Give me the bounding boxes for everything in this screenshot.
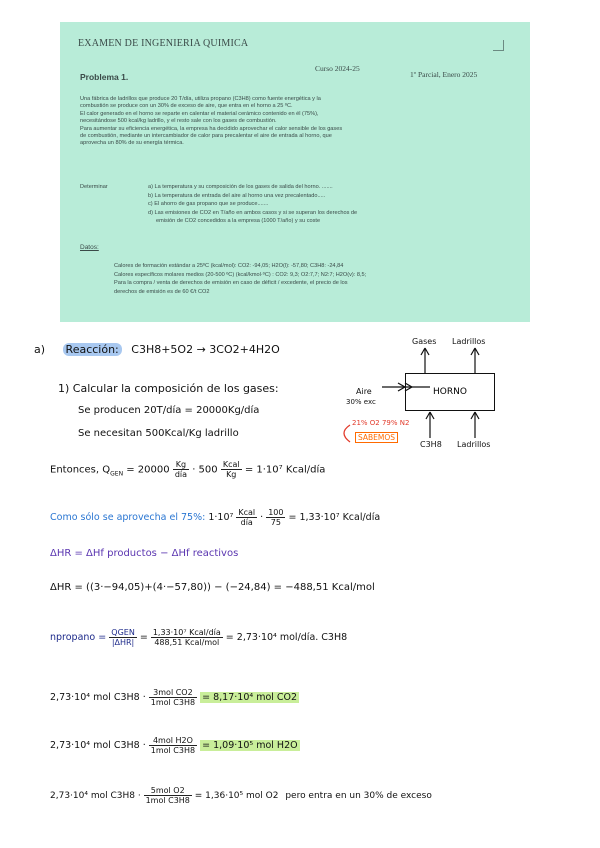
fraction-num: Kg bbox=[173, 460, 189, 470]
como-result: = 1,33·10⁷ Kcal/día bbox=[288, 512, 381, 523]
ladrillos-in-label: Ladrillos bbox=[457, 440, 491, 449]
fraction bbox=[151, 628, 223, 647]
fraction-num: QGEN bbox=[111, 628, 135, 637]
fraction bbox=[144, 786, 192, 805]
reaction-equation: C3H8+5O2 → 3CO2+4H2O bbox=[131, 343, 280, 356]
datos-line: derechos de emisión es de 60 €/t CO2 bbox=[114, 288, 210, 295]
fraction bbox=[173, 460, 189, 479]
question-item: emisión de CO2 concedidos a la empresa (1000 T/año) y su coste bbox=[156, 218, 321, 225]
question-list bbox=[148, 184, 508, 227]
datos-label: Datos: bbox=[80, 244, 99, 251]
enthalpy-definition: ΔHR = ΔHf productos − ΔHf reactivos bbox=[50, 548, 239, 559]
statement-line: El calor generado en el horno se reparte en calentar el material cerámico contenido en él (75%), bbox=[80, 110, 319, 117]
produce-line: Se producen 20T/día = 20000Kg/día bbox=[78, 405, 260, 416]
h2o-prefix: 2,73·10⁴ mol C3H8 · bbox=[50, 740, 146, 751]
npropano-label: npropano = bbox=[50, 632, 107, 643]
datos-line: Calores específicos molares medios (20-500 ºC) (kcal/kmol·ºC) : CO2: 9,3; O2:7,7; N2:7; H2O(v): 8,5; bbox=[114, 271, 367, 278]
gases-label: Gases bbox=[412, 337, 437, 346]
fraction-num: 100 bbox=[268, 508, 284, 517]
step1-heading: 1) Calcular la composición de los gases: bbox=[58, 382, 279, 395]
fraction-den: 1mol C3H8 bbox=[150, 746, 196, 755]
fraction-num: Kcal bbox=[238, 508, 256, 517]
fraction-num: 4mol H2O bbox=[149, 736, 197, 746]
reaction-label: Reacción: bbox=[63, 343, 122, 356]
h2o-line bbox=[50, 736, 300, 755]
aire-label: Aire bbox=[356, 387, 372, 396]
fraction-den: Kg bbox=[226, 470, 237, 479]
fraction-num: Kcal bbox=[222, 460, 240, 469]
determine-label: Determinar bbox=[80, 184, 108, 190]
problem-title: Problema 1. bbox=[80, 72, 129, 82]
question-item: a) La temperatura y su composición de los gases de salida del horno. ....... bbox=[148, 184, 333, 190]
fraction-den: 1mol C3H8 bbox=[145, 796, 190, 805]
fraction-den: 1mol C3H8 bbox=[150, 698, 196, 707]
fraction-den: día bbox=[174, 470, 188, 479]
horno-box: HORNO bbox=[405, 373, 495, 411]
fraction-num: 5mol O2 bbox=[144, 786, 192, 796]
o2-suffix: pero entra en un 30% de exceso bbox=[285, 791, 432, 801]
exam-title: EXAMEN DE INGENIERIA QUIMICA bbox=[78, 38, 249, 49]
exam-sheet bbox=[60, 22, 530, 322]
parcial-label: 1º Parcial, Enero 2025 bbox=[410, 70, 478, 79]
statement-line: Para aumentar su eficiencia energética, la empresa ha decidido aprovechar el calor sensible de los gases bbox=[80, 125, 343, 132]
npropano-result: = 2,73·10⁴ mol/día. C3H8 bbox=[225, 632, 348, 643]
fraction bbox=[149, 688, 197, 707]
fraction-den: |ΔHR| bbox=[111, 638, 135, 647]
h2o-result: = 1,09·10⁵ mol H2O bbox=[202, 740, 298, 751]
entonces-mid2: · 500 bbox=[192, 464, 218, 476]
fraction-den: 75 bbox=[270, 518, 281, 527]
qgen-line bbox=[50, 460, 325, 479]
statement-line: de combustión, mediante un intercambiador de calor para precalentar el aire de entrada al horno, que bbox=[80, 133, 332, 140]
notes-reaction-line bbox=[34, 343, 280, 356]
ladrillos-out-label: Ladrillos bbox=[452, 337, 486, 346]
sabemos-label: SABEMOS bbox=[355, 432, 398, 443]
course-label: Curso 2024-25 bbox=[315, 64, 360, 73]
statement-line: combustión se produce con un 30% de exceso de aire, que entra en el horno a 25 ºC. bbox=[80, 103, 293, 110]
datos-block bbox=[114, 262, 514, 296]
air-composition-label: 21% O2 79% N2 bbox=[352, 419, 410, 427]
o2-line bbox=[50, 786, 432, 805]
o2-result: = 1,36·10⁵ mol O2 bbox=[194, 791, 279, 801]
fraction-num: 1,33·10⁷ Kcal/día bbox=[152, 628, 221, 637]
datos-line: Calores de formación estándar a 25ºC (kcal/mol): CO2: -94,05; H2O(l): -57,80; C3H8: -24,84 bbox=[114, 263, 344, 269]
fraction bbox=[221, 460, 242, 479]
fraction-den: día bbox=[240, 518, 253, 527]
entonces-sub: GEN bbox=[110, 470, 124, 478]
entonces-result: = 1·10⁷ Kcal/día bbox=[244, 464, 326, 476]
fraction-num: 3mol CO2 bbox=[149, 688, 197, 698]
fraction bbox=[266, 508, 285, 527]
statement-line: necesitándose 500 kcal/kg ladrillo, y el resto sale con los gases de combustión. bbox=[80, 118, 277, 125]
como-mid: 1·10⁷ bbox=[208, 512, 234, 523]
co2-prefix: 2,73·10⁴ mol C3H8 · bbox=[50, 692, 146, 703]
fraction bbox=[109, 628, 137, 647]
o2-prefix: 2,73·10⁴ mol C3H8 · bbox=[50, 791, 141, 801]
enthalpy-calculation: ΔHR = ((3·−94,05)+(4·−57,80)) − (−24,84) = −488,51 Kcal/mol bbox=[50, 582, 375, 593]
co2-result: = 8,17·10⁴ mol CO2 bbox=[202, 692, 298, 703]
part-label: a) bbox=[34, 343, 46, 356]
fraction bbox=[236, 508, 257, 527]
question-item: d) Las emisiones de CO2 en T/año en ambos casos y si se superan los derechos de bbox=[148, 209, 358, 216]
problem-statement bbox=[80, 96, 510, 148]
statement-line: aprovecha un 80% de su energía térmica. bbox=[80, 140, 184, 147]
statement-line: Una fábrica de ladrillos que produce 20 T/día, utiliza propano (C3H8) como fuente energética y la bbox=[80, 96, 321, 102]
c3h8-label: C3H8 bbox=[420, 440, 442, 449]
co2-line bbox=[50, 688, 299, 707]
question-item: b) La temperatura de entrada del aire al horno una vez precalentado..... bbox=[148, 192, 326, 199]
entonces-mid: = 20000 bbox=[126, 464, 170, 476]
como-prefix: Como sólo se aprovecha el 75%: bbox=[50, 512, 206, 523]
fraction-den: 488,51 Kcal/mol bbox=[154, 638, 220, 647]
question-item: c) El ahorro de gas propano que se produce....... bbox=[148, 201, 269, 208]
efficiency-line: Como sólo se aprovecha el 75%: 1·10⁷ $\frac{\text{Kcal}}{\text{día}}$ · $\frac{100}{75}$ = 1,33·10⁷ Kcal/día bbox=[50, 508, 381, 527]
datos-line: Para la compra / venta de derechos de emisión en caso de déficit / excedente, el precio de los bbox=[114, 280, 348, 287]
npropano-line: npropano = $\frac{\text{QGEN}}{\text{|ΔHR|}}$ = $\frac{\text{1,33·10⁷ Kcal/día}}{\text{488,51 Kcal/mol}}$ = 2,73·10⁴ mol/día. C3H8 bbox=[50, 628, 348, 647]
need-line: Se necesitan 500Kcal/Kg ladrillo bbox=[78, 428, 239, 439]
page-corner-mark bbox=[493, 40, 504, 51]
entonces-prefix: Entonces, Q bbox=[50, 464, 111, 476]
fraction bbox=[149, 736, 197, 755]
exceso-label: 30% exc bbox=[346, 398, 376, 406]
